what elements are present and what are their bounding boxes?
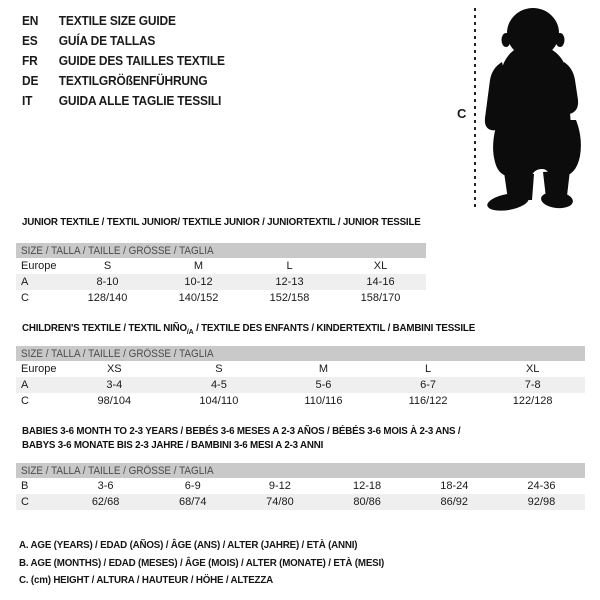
size-cell: L [425, 363, 432, 375]
height-cell: 68/74 [178, 496, 207, 508]
language-title: TEXTILE SIZE GUIDE [58, 12, 176, 28]
footnote-c: C. (cm) HEIGHT / ALTURA / HAUTEUR / HÖHE / ALTEZZA [19, 574, 273, 586]
age-cell: 3-6 [97, 480, 114, 492]
children-title-sub: /A [186, 327, 194, 337]
junior-size-table [16, 243, 426, 306]
height-cell: 98/104 [97, 395, 132, 407]
junior-table-title: JUNIOR TEXTILE / TEXTIL JUNIOR/ TEXTILE JUNIOR / JUNIORTEXTIL / JUNIOR TESSILE [22, 216, 421, 228]
height-cell: 62/68 [91, 496, 120, 508]
age-cell: 6-7 [420, 379, 437, 391]
language-title: GUÍA DE TALLAS [58, 32, 156, 48]
table-row-height [16, 494, 585, 510]
baby-silhouette-icon [455, 2, 595, 214]
language-code: ES [22, 32, 38, 48]
row-label: A [21, 379, 29, 391]
row-label: C [21, 395, 29, 407]
table-row-age [16, 377, 585, 393]
height-cell: 122/128 [512, 395, 553, 407]
children-title-rest: / TEXTILE DES ENFANTS / KINDERTEXTIL / BAMBINI TESSILE [193, 322, 476, 334]
size-cell: XL [373, 260, 388, 272]
language-title: GUIDA ALLE TAGLIE TESSILI [58, 92, 222, 108]
table-row-height [16, 393, 585, 409]
height-cell: 158/170 [360, 292, 401, 304]
row-label: C [21, 496, 29, 508]
language-row-de [22, 70, 225, 90]
footnote-a: A. AGE (YEARS) / EDAD (AÑOS) / ÂGE (ANS) / ALTER (JAHRE) / ETÀ (ANNI) [19, 539, 358, 551]
height-cell: 140/152 [178, 292, 219, 304]
size-cell: XL [525, 363, 540, 375]
children-title-main: CHILDREN'S TEXTILE / TEXTIL NIÑO [22, 322, 187, 334]
height-cell: 86/92 [440, 496, 469, 508]
table-row-europe [16, 258, 426, 274]
age-cell: 4-5 [210, 379, 227, 391]
table-row-europe [16, 361, 585, 377]
size-cell: M [318, 363, 329, 375]
size-header-bar [16, 243, 426, 258]
language-title: TEXTILGRÖßENFÜHRUNG [58, 72, 208, 88]
baby-shape [485, 8, 581, 214]
babies-title-line1: BABIES 3-6 MONTH TO 2-3 YEARS / BEBÉS 3-6 MESES A 2-3 AÑOS / BÉBÉS 3-6 MOIS À 2-3 ANS / [22, 425, 461, 437]
children-size-table [16, 346, 585, 409]
language-row-fr [22, 50, 225, 70]
height-cell: 80/86 [353, 496, 381, 508]
size-cell: L [286, 260, 293, 272]
age-cell: 24-36 [527, 480, 556, 492]
language-code: IT [22, 92, 33, 108]
footnotes [19, 537, 384, 590]
size-header-text: SIZE / TALLA / TAILLE / GRÖSSE / TAGLIA [21, 347, 214, 360]
language-list [22, 10, 225, 110]
language-row-es [22, 30, 225, 50]
row-label: B [21, 480, 29, 492]
age-cell: 9-12 [268, 480, 291, 492]
table-row-age-months [16, 478, 585, 494]
height-cell: 152/158 [269, 292, 310, 304]
row-label: Europe [21, 363, 57, 375]
language-row-it [22, 90, 225, 110]
row-label: Europe [21, 260, 57, 272]
table-row-age [16, 274, 426, 290]
height-cell: 92/98 [527, 496, 556, 508]
language-code: FR [22, 52, 38, 68]
table-row-height [16, 290, 426, 306]
age-cell: 14-16 [366, 276, 395, 288]
age-cell: 12-13 [275, 276, 304, 288]
height-measure-label: C [457, 106, 467, 121]
row-label: C [21, 292, 29, 304]
language-title: GUIDE DES TAILLES TEXTILE [58, 52, 225, 68]
children-table-title [22, 322, 475, 339]
babies-table-title [22, 425, 460, 452]
age-cell: 8-10 [96, 276, 119, 288]
size-header-bar [16, 463, 585, 478]
footnote-b: B. AGE (MONTHS) / EDAD (MESES) / ÂGE (MOIS) / ALTER (MONATE) / ETÀ (MESI) [19, 556, 385, 569]
age-cell: 5-6 [315, 379, 332, 391]
age-cell: 12-18 [353, 480, 382, 492]
language-code: EN [22, 12, 39, 28]
size-cell: M [193, 260, 204, 272]
age-cell: 7-8 [524, 379, 541, 391]
language-code: DE [22, 72, 39, 88]
babies-title-line2: BABYS 3-6 MONATE BIS 2-3 JAHRE / BAMBINI 3-6 MESI A 2-3 ANNI [22, 438, 324, 451]
height-cell: 74/80 [266, 496, 294, 508]
size-header-bar [16, 346, 585, 361]
row-label: A [21, 276, 29, 288]
height-cell: 116/122 [408, 395, 448, 407]
language-row-en [22, 10, 225, 30]
height-cell: 110/116 [304, 395, 343, 407]
size-cell: S [215, 363, 223, 375]
age-cell: 6-9 [184, 480, 201, 492]
age-cell: 3-4 [106, 379, 123, 391]
age-cell: 18-24 [440, 480, 469, 492]
age-cell: 10-12 [184, 276, 213, 288]
height-cell: 128/140 [87, 292, 128, 304]
size-cell: S [103, 260, 112, 272]
size-header-text: SIZE / TALLA / TAILLE / GRÖSSE / TAGLIA [21, 464, 214, 477]
size-cell: XS [106, 363, 122, 375]
height-cell: 104/110 [199, 395, 239, 407]
size-header-text: SIZE / TALLA / TAILLE / GRÖSSE / TAGLIA [21, 244, 214, 257]
babies-size-table [16, 463, 585, 510]
